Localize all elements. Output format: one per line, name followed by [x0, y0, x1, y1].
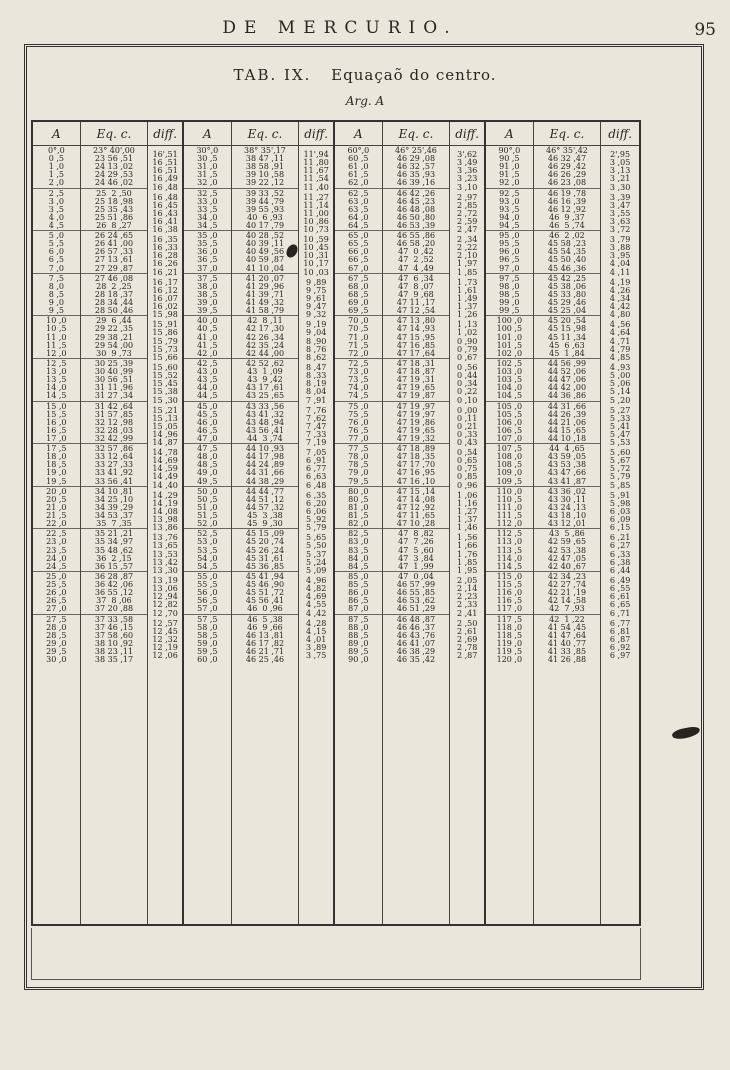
angle-block: 90°,0 90 ,5 91 ,0 91 ,5 92 ,0	[486, 146, 533, 189]
difference-block	[148, 359, 182, 405]
block-difference: 5 ,20	[601, 397, 639, 405]
equation-block: 47 6 ,34 47 8 ,07 47 9 ,68 47 11 ,17 47 12 ,54	[383, 274, 450, 317]
angle-block: 67 ,5 68 ,0 68 ,5 69 ,0 69 ,5	[335, 274, 382, 317]
block-difference: 6 ,48	[299, 482, 333, 490]
equation-block: 36 28 ,87 36 42 ,06 36 55 ,12 37 8 ,06 37 20 ,88	[81, 572, 148, 615]
angle-block: 107 ,5 108 ,0 108 ,5 109 ,0 109 ,5	[486, 444, 533, 487]
equation-block: 31 42 ,64 31 57 ,85 32 12 ,98 32 28 ,03 32 42 ,99	[81, 402, 148, 445]
difference-block	[450, 615, 484, 658]
column-header: Eq. c.	[534, 122, 601, 146]
difference-values: 11 ,27 11 ,14 11 ,00 10 ,86	[303, 192, 329, 226]
angle-block: 62 ,5 63 ,0 63 ,5 64 ,0 64 ,5	[335, 189, 382, 232]
angle-block: 102 ,5 103 ,0 103 ,5 104 ,0 104 ,5	[486, 359, 533, 402]
column-header: diff.	[148, 122, 182, 146]
difference-block	[450, 316, 484, 362]
equation-block: 46° 25',46 46 29 ,08 46 32 ,57 46 35 ,93 46 39 ,16	[383, 146, 450, 189]
difference-values: 15 ,60 15 ,52 15 ,45 15 ,38	[152, 362, 178, 397]
equation-block: 46 2 ,02 45 58 ,23 45 54 ,35 45 50 ,40 45 46 ,36	[534, 231, 601, 274]
difference-block	[299, 444, 333, 490]
equation-block: 46° 35',42 46 32 ,47 46 29 ,42 46 26 ,29 46 23 ,08	[534, 146, 601, 189]
angle-block: 50 ,0 50 ,5 51 ,0 51 ,5 52 ,0	[184, 487, 231, 530]
angle-block: 37 ,5 38 ,0 38 ,5 39 ,0 39 ,5	[184, 274, 231, 317]
difference-values: 6 ,21 6 ,27 6 ,33 6 ,38	[609, 533, 631, 567]
difference-values: 0 ,54 0 ,65 0 ,75 0 ,85	[456, 448, 478, 482]
block-difference: 13 ,86	[148, 524, 182, 532]
difference-block	[601, 189, 639, 235]
angle-block: 75 ,0 75 ,5 76 ,0 76 ,5 77 ,0	[335, 402, 382, 445]
angle-block: 30°,0 30 ,5 31 ,0 31 ,5 32 ,0	[184, 146, 231, 189]
angle-block: 110 ,0 110 ,5 111 ,0 111 ,5 112 ,0	[486, 487, 533, 530]
difference-values: 1 ,56 1 ,66 1 ,76 1 ,85	[456, 533, 478, 567]
equation-block: 26 24 ,65 26 41 ,00 26 57 ,33 27 13 ,61 27 29 ,87	[81, 231, 148, 274]
angle-block: 12 ,5 13 ,0 13 ,5 14 ,0 14 ,5	[33, 359, 80, 402]
difference-block	[450, 444, 484, 490]
equation-block: 38° 35',17 38 47 ,11 38 58 ,91 39 10 ,58 39 22 ,12	[232, 146, 299, 189]
block-difference: 4 ,80	[601, 311, 639, 319]
difference-values: 4 ,93 5 ,00 5 ,06 5 ,14	[609, 362, 631, 397]
difference-values: 16 ,48 16 ,45 16 ,43 16 ,41	[152, 192, 178, 226]
equation-block: 46 19 ,78 46 16 ,39 46 12 ,92 46 9 ,37 46 5 ,74	[534, 189, 601, 232]
difference-column	[148, 122, 184, 924]
equation-block: 40 28 ,52 40 39 ,11 40 49 ,56 40 59 ,87 41 10 ,04	[232, 231, 299, 274]
equation-block: 43 5 ,86 42 59 ,65 42 53 ,38 42 47 ,05 42 40 ,67	[534, 529, 601, 572]
angle-column	[486, 122, 534, 924]
column-header: A	[184, 122, 231, 146]
difference-block	[299, 359, 333, 405]
equation-block: 44 4 ,65 43 59 ,05 43 53 ,38 43 47 ,66 43 41 ,87	[534, 444, 601, 487]
block-difference: 0 ,67	[450, 354, 484, 362]
difference-values: 7 ,76 7 ,62 7 ,47 7 ,33	[305, 405, 327, 439]
block-difference: 15 ,30	[148, 397, 182, 405]
column-header: A	[33, 122, 80, 146]
block-difference: 5 ,09	[299, 567, 333, 575]
angle-block: 82 ,5 83 ,0 83 ,5 84 ,0 84 ,5	[335, 529, 382, 572]
difference-values: 3',62 3 ,49 3 ,36 3 ,23	[456, 150, 478, 184]
angle-block: 92 ,5 93 ,0 93 ,5 94 ,0 94 ,5	[486, 189, 533, 232]
difference-block	[299, 529, 333, 575]
difference-block	[148, 231, 182, 277]
equation-block: 47 19 ,97 47 19 ,97 47 19 ,86 47 19 ,65 47 19 ,32	[383, 402, 450, 445]
equation-block: 29 6 ,44 29 22 ,35 29 38 ,21 29 54 ,00 30 9 ,73	[81, 316, 148, 359]
difference-block	[450, 231, 484, 277]
difference-block	[148, 316, 182, 362]
block-difference: 7 ,19	[299, 439, 333, 447]
equation-block: 37 33 ,58 37 46 ,15 37 58 ,60 38 10 ,92 38 23 ,11 38 35 ,17	[94, 614, 134, 664]
angle-block: 117 ,5 118 ,0 118 ,5 119 ,0 119 ,5 120 ,0	[496, 614, 523, 664]
difference-values: 3 ,79 3 ,88 3 ,95 4 ,04	[609, 235, 631, 269]
block-difference: 4 ,11	[601, 269, 639, 277]
equation-block: 47 18 ,31 47 18 ,87 47 19 ,31 47 19 ,65 47 19 ,87	[383, 359, 450, 402]
block-difference: 7 ,91	[299, 397, 333, 405]
difference-column	[299, 122, 335, 924]
equation-block: 47 8 ,82 47 7 ,26 47 5 ,60 47 3 ,84 47 1 ,99	[383, 529, 450, 572]
angle-block: 45 ,0 45 ,5 46 ,0 46 ,5 47 ,0	[184, 402, 231, 445]
equation-block: 42 52 ,62 43 1 ,09 43 9 ,42 43 17 ,61 43 25 ,65	[232, 359, 299, 402]
difference-values: 15 ,21 15 ,13 15 ,05 14 ,96	[152, 405, 178, 439]
difference-block	[601, 402, 639, 448]
equation-block: 43 36 ,02 43 30 ,11 43 24 ,13 43 18 ,10 43 12 ,01	[534, 487, 601, 530]
angle-block: 17 ,5 18 ,0 18 ,5 19 ,0 19 ,5	[33, 444, 80, 487]
angle-block: 100 ,0 100 ,5 101 ,0 101 ,5 102 ,0	[486, 316, 533, 359]
difference-block	[148, 402, 182, 448]
difference-block	[299, 615, 333, 658]
angle-block: 25 ,0 25 ,5 26 ,0 26 ,5 27 ,0	[33, 572, 80, 615]
angle-block: 7 ,5 8 ,0 8 ,5 9 ,0 9 ,5	[33, 274, 80, 317]
equation-block: 45 41 ,94 45 46 ,90 45 51 ,72 45 56 ,41 46 0 ,96	[232, 572, 299, 615]
column-header: Eq. c.	[232, 122, 299, 146]
difference-values: 2 ,97 2 ,85 2 ,72 2 ,59	[456, 192, 478, 226]
difference-block	[450, 402, 484, 448]
difference-values: 2 ,50 2 ,61 2 ,69 2 ,78 2 ,87	[456, 618, 478, 660]
block-difference: 2 ,47	[450, 226, 484, 234]
block-difference: 0 ,96	[450, 482, 484, 490]
angle-block: 55 ,0 55 ,5 56 ,0 56 ,5 57 ,0	[184, 572, 231, 615]
difference-values: 9 ,19 9 ,04 8 ,90 8 ,76	[305, 320, 327, 354]
difference-values: 12 ,57 12 ,45 12 ,32 12 ,19 12 ,06	[152, 618, 178, 660]
angle-block: 32 ,5 33 ,0 33 ,5 34 ,0 34 ,5	[184, 189, 231, 232]
angle-block: 87 ,5 88 ,0 88 ,5 89 ,0 89 ,5 90 ,0	[348, 614, 369, 664]
angle-column	[184, 122, 232, 924]
difference-values: 4 ,96 4 ,82 4 ,69 4 ,55	[305, 575, 327, 610]
difference-block	[148, 615, 182, 658]
equation-block: 25 2 ,50 25 18 ,98 25 35 ,43 25 51 ,86 26 8 ,27	[81, 189, 148, 232]
column-header: diff.	[299, 122, 333, 146]
difference-values: 4 ,56 4 ,64 4 ,71 4 ,79	[609, 320, 631, 354]
difference-block	[601, 274, 639, 320]
difference-values: 2 ,34 2 ,22 2 ,10 1 ,97	[456, 235, 478, 269]
difference-block	[450, 572, 484, 618]
difference-block	[299, 189, 333, 235]
block-difference: 8 ,62	[299, 354, 333, 362]
angle-block: 2 ,5 3 ,0 3 ,5 4 ,0 4 ,5	[33, 189, 80, 232]
equation-block: 46 55 ,86 46 58 ,20 47 0 ,42 47 2 ,52 47 4 ,49	[383, 231, 450, 274]
difference-values: 6 ,77 6 ,81 6 ,87 6 ,92 6 ,97	[609, 618, 631, 660]
difference-values: 3 ,39 3 ,47 3 ,55 3 ,63	[609, 192, 631, 226]
equation-block: 42 34 ,23 42 27 ,74 42 21 ,19 42 14 ,58 42 7 ,93	[534, 572, 601, 615]
difference-block	[450, 359, 484, 405]
block-difference: 5 ,79	[299, 524, 333, 532]
block-difference: 3 ,10	[450, 184, 484, 192]
angle-block: 112 ,5 113 ,0 113 ,5 114 ,0 114 ,5	[486, 529, 533, 572]
difference-values: 9 ,89 9 ,75 9 ,61 9 ,47	[305, 277, 327, 312]
difference-block	[450, 146, 484, 192]
block-difference: 9 ,32	[299, 311, 333, 319]
equation-block: 44 31 ,66 44 26 ,39 44 21 ,06 44 15 ,65 44 10 ,18	[534, 402, 601, 445]
equation-block: 47 0 ,04 46 57 ,99 46 55 ,85 46 53 ,62 46 51 ,29	[383, 572, 450, 615]
equation-block: 46 48 ,87 46 46 ,37 46 43 ,76 46 41 ,07 46 38 ,29 46 35 ,42	[396, 614, 436, 664]
block-difference: 1 ,95	[450, 567, 484, 575]
difference-values: 0 ,00 0 ,11 0 ,21 0 ,33	[456, 405, 478, 439]
block-difference: 12 ,70	[148, 610, 182, 618]
equation-block: 44 10 ,93 44 17 ,98 44 24 ,89 44 31 ,66 44 38 ,29	[232, 444, 299, 487]
column-header: A	[335, 122, 382, 146]
equation-block: 45 20 ,54 45 15 ,98 45 11 ,34 45 6 ,63 45 1 ,84	[534, 316, 601, 359]
angle-block: 97 ,5 98 ,0 98 ,5 99 ,0 99 ,5	[486, 274, 533, 317]
difference-column	[450, 122, 486, 924]
difference-block	[299, 231, 333, 277]
equation-block: 39 33 ,52 39 44 ,79 39 55 ,93 40 6 ,93 40 17 ,79	[232, 189, 299, 232]
difference-values: 2',95 3 ,05 3 ,13 3 ,21	[609, 150, 631, 184]
difference-block	[601, 231, 639, 277]
equation-block: 41 20 ,07 41 29 ,96 41 39 ,71 41 49 ,32 41 58 ,79	[232, 274, 299, 317]
difference-block	[601, 615, 639, 658]
angle-block: 57 ,5 58 ,0 58 ,5 59 ,0 59 ,5 60 ,0	[197, 614, 218, 664]
angle-block: 80 ,0 80 ,5 81 ,0 81 ,5 82 ,0	[335, 487, 382, 530]
block-difference: 0 ,10	[450, 397, 484, 405]
difference-values: 14 ,29 14 ,19 14 ,08 13 ,98	[152, 490, 178, 525]
table-bottom-margin	[31, 928, 641, 980]
column-header: diff.	[450, 122, 484, 146]
difference-values: 14 ,78 14 ,69 14 ,59 14 ,49	[152, 448, 178, 482]
block-difference: 14 ,40	[148, 482, 182, 490]
block-difference: 10 ,73	[299, 226, 333, 234]
angle-block: 70 ,0 70 ,5 71 ,0 71 ,5 72 ,0	[335, 316, 382, 359]
equation-block: 34 10 ,81 34 25 ,10 34 39 ,29 34 53 ,37 35 7 ,35	[81, 487, 148, 530]
difference-values: 5 ,65 5 ,50 5 ,37 5 ,24	[305, 533, 327, 567]
difference-block	[601, 316, 639, 362]
equation-column	[534, 122, 602, 924]
angle-column	[33, 122, 81, 924]
block-difference: 6 ,44	[601, 567, 639, 575]
table-number: TAB. IX.	[233, 66, 312, 84]
difference-block	[148, 444, 182, 490]
angle-block: 77 ,5 78 ,0 78 ,5 79 ,0 79 ,5	[335, 444, 382, 487]
angle-block: 40 ,0 40 ,5 41 ,0 41 ,5 42 ,0	[184, 316, 231, 359]
angle-block: 35 ,0 35 ,5 36 ,0 36 ,5 37 ,0	[184, 231, 231, 274]
equation-block: 47 18 ,89 47 18 ,35 47 17 ,70 47 16 ,95 47 16 ,10	[383, 444, 450, 487]
block-difference: 16 ,38	[148, 226, 182, 234]
equation-block: 44 56 ,99 44 52 ,06 44 47 ,06 44 42 ,00 44 36 ,86	[534, 359, 601, 402]
equation-block: 47 13 ,80 47 14 ,93 47 15 ,95 47 16 ,85 47 17 ,64	[383, 316, 450, 359]
difference-block	[148, 529, 182, 575]
block-difference: 10 ,03	[299, 269, 333, 277]
difference-values: 1 ,13 1 ,02 0 ,90 0 ,79	[456, 320, 478, 354]
table-name: Equaçaõ do centro.	[331, 66, 497, 84]
difference-block	[601, 487, 639, 533]
difference-values: 13 ,19 13 ,06 12 ,94 12 ,82	[152, 575, 178, 610]
angle-block: 105 ,0 105 ,5 106 ,0 106 ,5 107 ,0	[486, 402, 533, 445]
equation-block: 46 42 ,26 46 45 ,23 46 48 ,08 46 50 ,80 46 53 ,39	[383, 189, 450, 232]
difference-block	[450, 274, 484, 320]
equation-column	[81, 122, 149, 924]
block-difference: 5 ,85	[601, 482, 639, 490]
angle-block: 65 ,0 65 ,5 66 ,0 66 ,5 67 ,0	[335, 231, 382, 274]
equation-block: 35 21 ,21 35 34 ,97 35 48 ,62 36 2 ,15 36 15 ,57	[81, 529, 148, 572]
column-header: diff.	[601, 122, 639, 146]
equation-block: 30 25 ,39 30 40 ,99 30 56 ,51 31 11 ,96 31 27 ,34	[81, 359, 148, 402]
table-title	[0, 66, 730, 84]
angle-block: 27 ,5 28 ,0 28 ,5 29 ,0 29 ,5 30 ,0	[46, 614, 67, 664]
difference-values: 4 ,28 4 ,15 4 ,01 3 ,89 3 ,75	[305, 618, 327, 660]
equation-block: 45 42 ,25 45 38 ,06 45 33 ,80 45 29 ,46 45 25 ,04	[534, 274, 601, 317]
block-difference: 16 ,48	[148, 184, 182, 192]
difference-block	[450, 487, 484, 533]
equation-block: 42 1 ,22 41 54 ,45 41 47 ,64 41 40 ,77 41 33 ,85 41 26 ,88	[547, 614, 587, 664]
block-difference: 1 ,26	[450, 311, 484, 319]
block-difference: 4 ,85	[601, 354, 639, 362]
equation-table	[31, 120, 641, 926]
difference-block	[299, 572, 333, 618]
equation-block: 23° 40',00 23 56 ,51 24 13 ,02 24 29 ,53 24 46 ,02	[81, 146, 148, 189]
difference-values: 5 ,91 5 ,98 6 ,03 6 ,09	[609, 490, 631, 525]
difference-block	[601, 359, 639, 405]
difference-block	[601, 444, 639, 490]
angle-block: 5 ,0 5 ,5 6 ,0 6 ,5 7 ,0	[33, 231, 80, 274]
difference-block	[450, 189, 484, 235]
angle-column	[335, 122, 383, 924]
difference-values: 5 ,27 5 ,33 5 ,41 5 ,47	[609, 405, 631, 439]
angle-block: 60°,0 60 ,5 61 ,0 61 ,5 62 ,0	[335, 146, 382, 189]
difference-values: 0 ,56 0 ,44 0 ,34 0 ,22	[456, 362, 478, 397]
block-difference: 11 ,40	[299, 184, 333, 192]
angle-block: 115 ,0 115 ,5 116 ,0 116 ,5 117 ,0	[486, 572, 533, 615]
column-header: Eq. c.	[81, 122, 148, 146]
block-difference: 2 ,41	[450, 610, 484, 618]
difference-block	[601, 529, 639, 575]
angle-block: 22 ,5 23 ,0 23 ,5 24 ,0 24 ,5	[33, 529, 80, 572]
difference-values: 1 ,73 1 ,61 1 ,49 1 ,37	[456, 277, 478, 312]
angle-block: 72 ,5 73 ,0 73 ,5 74 ,0 74 ,5	[335, 359, 382, 402]
difference-block	[148, 572, 182, 618]
angle-block: 52 ,5 53 ,0 53 ,5 54 ,0 54 ,5	[184, 529, 231, 572]
block-difference: 3 ,30	[601, 184, 639, 192]
difference-block	[148, 274, 182, 320]
angle-block: 47 ,5 48 ,0 48 ,5 49 ,0 49 ,5	[184, 444, 231, 487]
equation-block: 42 8 ,11 42 17 ,30 42 26 ,34 42 35 ,24 42 44 ,00	[232, 316, 299, 359]
difference-values: 16 ,35 16 ,33 16 ,28 16 ,26	[152, 235, 178, 269]
difference-block	[299, 274, 333, 320]
difference-values: 11',94 11 ,80 11 ,67 11 ,54	[303, 150, 329, 184]
block-difference: 13 ,30	[148, 567, 182, 575]
difference-values: 6 ,49 6 ,55 6 ,61 6 ,65	[609, 575, 631, 610]
difference-block	[148, 189, 182, 235]
difference-column	[601, 122, 639, 924]
difference-values: 16',51 16 ,51 16 ,51 16 ,49	[152, 150, 178, 184]
equation-block: 47 15 ,14 47 14 ,08 47 12 ,92 47 11 ,65 47 10 ,28	[383, 487, 450, 530]
difference-block	[148, 146, 182, 192]
block-difference: 16 ,21	[148, 269, 182, 277]
angle-block: 10 ,0 10 ,5 11 ,0 11 ,5 12 ,0	[33, 316, 80, 359]
angle-block: 20 ,0 20 ,5 21 ,0 21 ,5 22 ,0	[33, 487, 80, 530]
block-difference: 0 ,43	[450, 439, 484, 447]
difference-block	[148, 487, 182, 533]
difference-values: 1 ,06 1 ,16 1 ,27 1 ,37	[456, 490, 478, 525]
block-difference: 1 ,85	[450, 269, 484, 277]
difference-values: 5 ,60 5 ,67 5 ,72 5 ,79	[609, 448, 631, 482]
page-number: 95	[694, 20, 716, 40]
difference-values: 2 ,05 2 ,14 2 ,23 2 ,33	[456, 575, 478, 610]
equation-column	[383, 122, 451, 924]
difference-values: 10 ,59 10 ,45 10 ,31 10 ,17	[303, 235, 329, 269]
difference-values: 15 ,91 15 ,86 15 ,79 15 ,73	[152, 320, 178, 354]
equation-block: 32 57 ,86 33 12 ,64 33 27 ,33 33 41 ,92 33 56 ,41	[81, 444, 148, 487]
block-difference: 4 ,42	[299, 610, 333, 618]
angle-block: 95 ,0 95 ,5 96 ,0 96 ,5 97 ,0	[486, 231, 533, 274]
column-header: A	[486, 122, 533, 146]
difference-values: 4 ,19 4 ,26 4 ,34 4 ,42	[609, 277, 631, 312]
column-header: Eq. c.	[383, 122, 450, 146]
difference-block	[450, 529, 484, 575]
difference-block	[299, 487, 333, 533]
running-head: DE MERCURIO.	[222, 18, 458, 38]
equation-block: 44 44 ,77 44 51 ,12 44 57 ,32 45 3 ,38 45 9 ,30	[232, 487, 299, 530]
difference-block	[601, 572, 639, 618]
difference-values: 16 ,17 16 ,12 16 ,07 16 ,02	[152, 277, 178, 312]
equation-block: 46 5 ,38 46 9 ,66 46 13 ,81 46 17 ,82 46 21 ,71 46 25 ,46	[245, 614, 285, 664]
block-difference: 6 ,15	[601, 524, 639, 532]
angle-block: 85 ,0 85 ,5 86 ,0 86 ,5 87 ,0	[335, 572, 382, 615]
equation-block: 27 46 ,08 28 2 ,25 28 18 ,37 28 34 ,44 28 50 ,46	[81, 274, 148, 317]
difference-block	[299, 402, 333, 448]
equation-block: 45 15 ,09 45 20 ,74 45 26 ,24 45 31 ,61 45 36 ,85	[232, 529, 299, 572]
block-difference: 5 ,53	[601, 439, 639, 447]
angle-block: 42 ,5 43 ,0 43 ,5 44 ,0 44 ,5	[184, 359, 231, 402]
difference-values: 7 ,05 6 ,91 6 ,77 6 ,63	[305, 448, 327, 482]
equation-column	[232, 122, 300, 924]
block-difference: 6 ,71	[601, 610, 639, 618]
angle-block: 15 ,0 15 ,5 16 ,0 16 ,5 17 ,0	[33, 402, 80, 445]
block-difference: 3 ,72	[601, 226, 639, 234]
block-difference: 1 ,46	[450, 524, 484, 532]
equation-block: 43 33 ,56 43 41 ,32 43 48 ,94 43 56 ,41 44 3 ,74	[232, 402, 299, 445]
block-difference: 14 ,87	[148, 439, 182, 447]
difference-block	[299, 146, 333, 192]
block-difference: 15 ,66	[148, 354, 182, 362]
block-difference: 15 ,98	[148, 311, 182, 319]
angle-block: 0°,0 0 ,5 1 ,0 1 ,5 2 ,0	[33, 146, 80, 189]
difference-values: 8 ,47 8 ,33 8 ,19 8 ,04	[305, 362, 327, 397]
argument-label: Arg. A	[345, 94, 385, 108]
difference-values: 13 ,76 13 ,65 13 ,53 13 ,42	[152, 533, 178, 567]
difference-block	[299, 316, 333, 362]
difference-values: 6 ,35 6 ,20 6 ,06 5 ,92	[305, 490, 327, 525]
difference-block	[601, 146, 639, 192]
